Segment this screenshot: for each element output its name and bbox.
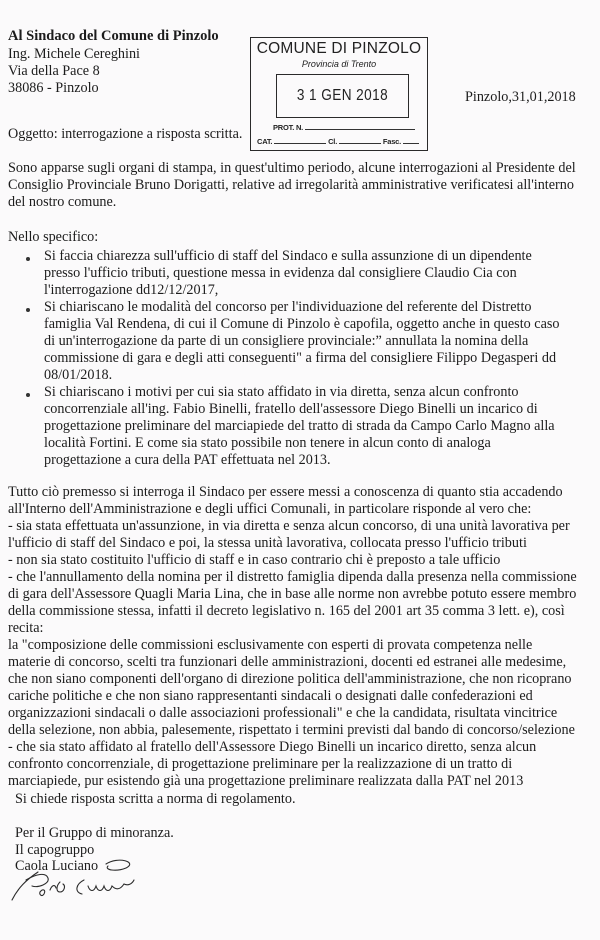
stamp-title: COMUNE DI PINZOLO	[256, 40, 422, 57]
bullet-line: di un'interrogazione da parte di un consigliere provinciale:” annullata la nomina della	[44, 333, 529, 349]
stamp-prot-label: PROT. N.	[273, 123, 304, 132]
handwritten-signature-icon	[8, 858, 198, 918]
stamp-subtitle: Provincia di Trento	[301, 59, 377, 69]
body-line: - che sia stato affidato al fratello dell'Assessore Diego Binelli un incarico diretto, senza alcun	[8, 739, 537, 755]
bullet-dot-icon	[26, 393, 30, 397]
bullet-line: commissione di gara e degli atti conseguenti" a firma del consigliere Filippo Degasperi dd	[44, 350, 557, 366]
intro-line: Consiglio Provinciale Bruno Dorigatti, relative ad irregolarità amministrative verificatesi all'interno	[8, 177, 574, 193]
body-line: cariche politiche e che non siano rappresentanti sindacali o designati dalle confederazioni ed	[8, 688, 533, 704]
stamp-prot-row	[273, 122, 415, 132]
body-line: confronto concorrenziale, di progettazione preliminare per la realizzazione di un tratto di	[8, 756, 513, 772]
bullet-line: 08/01/2018.	[44, 367, 113, 383]
signature-name: Caola Luciano	[15, 858, 99, 874]
body-line: che non siano componenti dell'organo di direzione politica dell'amministrazione, che non ricoprano	[8, 671, 572, 687]
bullet-line: concorrenziale all'ing. Fabio Binelli, fratello dell'assessore Diego Binelli un incarico di	[44, 401, 538, 417]
body-line: materie di concorso, scelti tra funzionari delle amministrazioni, docenti ed estranei alle medesime,	[8, 654, 567, 670]
stamp-fasc-label: Fasc.	[382, 137, 402, 146]
stamp-cat-label: CAT.	[257, 137, 273, 146]
signature-role: Il capogruppo	[15, 842, 95, 858]
bullet-line: progettazione a cura della PAT effettuata nel 2013.	[44, 452, 331, 468]
bullet-dot-icon	[26, 308, 30, 312]
bullet-line: famiglia Val Rendena, di cui il Comune di Pinzolo è capofila, oggetto anche in questo caso	[44, 316, 560, 332]
bullet-dot-icon	[26, 257, 30, 261]
stamp-date: 3 1 GEN 2018	[296, 87, 389, 104]
body-line: l'ufficio di staff del Sindaco e poi, la stessa unità lavorativa, collocata presso l'ufficio tributi	[8, 535, 527, 551]
body-line: recita:	[8, 620, 44, 636]
bullet-line: presso l'ufficio tributi, questione messa in evidenza dal consigliere Claudio Cia con	[44, 265, 517, 281]
stamp-cl-field	[339, 136, 381, 144]
stamp-date-box	[276, 74, 409, 118]
bullet-line: progettazione preliminare del marciapiede del tratto di strada da Campo Carlo Magno alla	[44, 418, 555, 434]
body-line: della commissione stessa, infatti il decreto legislativo n. 165 del 2001 art 35 comma 3 lett. e), così	[8, 603, 565, 619]
stamp-prot-field	[305, 122, 415, 130]
bullet-line: l'interrogazione dd12/12/2017,	[44, 282, 219, 298]
bullet-line: Si chiariscano i motivi per cui sia stato affidato in via diretta, senza alcun confronto	[44, 384, 519, 400]
body-line: - che l'annullamento della nomina per il distretto famiglia dipenda dalla presenza nella commissione	[8, 569, 577, 585]
body-line: di gara dell'Assessore Quagli Maria Lina, che in base alle norme non avrebbe potuto essere membro	[8, 586, 577, 602]
closing-line: Si chiede risposta scritta a norma di regolamento.	[15, 791, 296, 807]
intro-line: Sono apparse sugli organi di stampa, in quest'ultimo periodo, alcune interrogazioni al Presidente del	[8, 160, 576, 176]
signature-group: Per il Gruppo di minoranza.	[15, 825, 174, 841]
stamp-cl-label: Cl.	[328, 137, 338, 146]
recipient-street: Via della Pace 8	[8, 63, 100, 79]
recipient-title: Al Sindaco del Comune di Pinzolo	[8, 28, 219, 44]
body-line: - non sia stato costituito l'ufficio di staff e in caso contrario chi è preposto a tale ufficio	[8, 552, 501, 568]
body-line: della selezione, non abbia, palesemente, rispettato i termini previsti dal bando di concorso/selezione	[8, 722, 575, 738]
body-line: organizzazioni sindacali o dalle associazioni professionali" e che la candidata, risultata vincitrice	[8, 705, 558, 721]
stamp-cat-field	[274, 136, 326, 144]
recipient-city: 38086 - Pinzolo	[8, 80, 99, 96]
body-line: la "composizione delle commissioni esclusivamente con esperti di provata competenza nelle	[8, 637, 533, 653]
bullet-line: Si chiariscano le modalità del concorso per l'individuazione del referente del Distretto	[44, 299, 532, 315]
body-line: - sia stata effettuata un'assunzione, in via diretta e senza alcun concorso, di una unità lavorativa per	[8, 518, 570, 534]
body-line: marciapiede, pur esistendo già una progettazione preliminare realizzata dalla PAT nel 2013	[8, 773, 524, 789]
intro-line: del nostro comune.	[8, 194, 117, 210]
bullet-line: località Fortini. E come sia stato possibile non tenere in alcun conto di analoga	[44, 435, 491, 451]
specific-label: Nello specifico:	[8, 229, 99, 245]
body-line: all'Interno dell'Amministrazione e degli uffici Comunali, in particolare risponde al vero che:	[8, 501, 532, 517]
stamp-fasc-field	[403, 136, 419, 144]
stamp-cat-row	[257, 136, 419, 146]
bullet-line: Si faccia chiarezza sull'ufficio di staff del Sindaco e sulla assunzione di un dipendente	[44, 248, 532, 264]
body-line: Tutto ciò premesso si interroga il Sindaco per essere messi a conoscenza di quanto stia accadendo	[8, 484, 563, 500]
place-date: Pinzolo,31,01,2018	[465, 89, 576, 105]
recipient-name: Ing. Michele Cereghini	[8, 46, 140, 62]
protocol-stamp	[250, 37, 428, 151]
subject-line: Oggetto: interrogazione a risposta scritta.	[8, 126, 243, 142]
